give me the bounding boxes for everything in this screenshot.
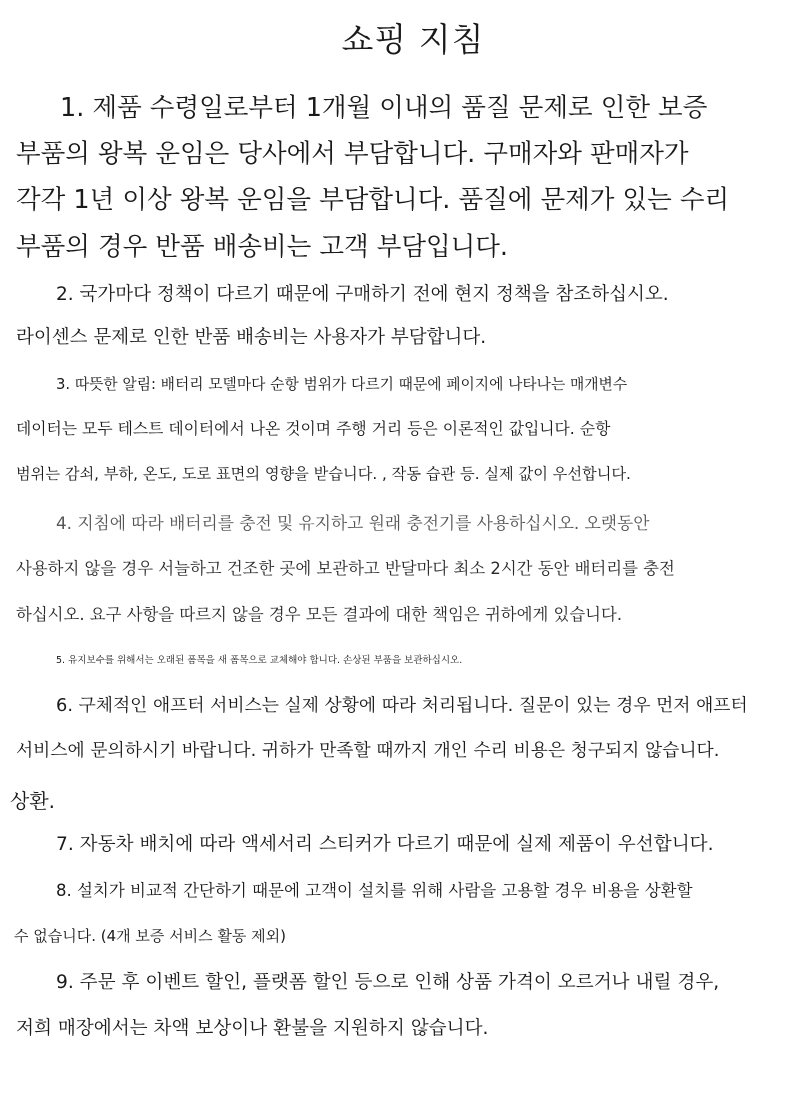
p9-line-2: 저희 매장에서는 차액 보상이나 환불을 지원하지 않습니다. <box>16 1018 489 1039</box>
p3-line-1: 3. 따뜻한 알림: 배터리 모델마다 순항 범위가 다르기 때문에 페이지에 나타나는 매개변수 <box>56 376 628 393</box>
p1-line-2: 부품의 왕복 운임은 당사에서 부담합니다. 구매자와 판매자가 <box>16 139 689 169</box>
p6-line-1: 6. 구체적인 애프터 서비스는 실제 상황에 따라 처리됩니다. 질문이 있는 경우 먼저 애프터 <box>56 695 748 716</box>
p8-line-2: 수 없습니다. (4개 보증 서비스 활동 제외) <box>14 927 286 945</box>
page-title: 쇼핑 지침 <box>341 20 485 59</box>
p3-line-3: 범위는 감쇠, 부하, 온도, 도로 표면의 영향을 받습니다. , 작동 습관 등. 실제 값이 우선합니다. <box>16 465 631 483</box>
p9-line-1: 9. 주문 후 이벤트 할인, 플랫폼 할인 등으로 인해 상품 가격이 오르거나 내릴 경우, <box>56 972 720 993</box>
p7-line-1: 7. 자동차 배치에 따라 액세서리 스티커가 다르기 때문에 실제 제품이 우선합니다. <box>56 834 714 855</box>
p5-line-1: 5. 유지보수를 위해서는 오래된 폼목을 새 폼목으로 교체해야 합니다. 손상된 부품을 보관하십시오. <box>56 655 463 666</box>
p3-line-2: 데이터는 모두 테스트 데이터에서 나온 것이며 주행 거리 등은 이론적인 값입니다. 순항 <box>16 419 611 438</box>
p1-line-4: 부품의 경우 반품 배송비는 고객 부담입니다. <box>16 232 509 262</box>
p6-line-2: 서비스에 문의하시기 바랍니다. 귀하가 만족할 때까지 개인 수리 비용은 청구되지 않습니다. <box>16 740 720 761</box>
p6-line-3: 상환. <box>10 789 55 813</box>
p2-line-1: 2. 국가마다 정책이 다르기 때문에 구매하기 전에 현지 정책을 참조하십시오. <box>56 284 669 305</box>
p1-line-1: 1. 제품 수령일로부터 1개월 이내의 품질 문제로 인한 보증 <box>60 93 708 123</box>
p4-line-1: 4. 지침에 따라 배터리를 충전 및 유지하고 원래 충전기를 사용하십시오. 오랫동안 <box>56 513 650 533</box>
p4-line-3: 하십시오. 요구 사항을 따르지 않을 경우 모든 결과에 대한 책임은 귀하에게 있습니다. <box>16 605 623 624</box>
p8-line-1: 8. 설치가 비교적 간단하기 때문에 고객이 설치를 위해 사람을 고용할 경우 비용을 상환할 <box>56 881 693 900</box>
p2-line-2: 라이센스 문제로 인한 반품 배송비는 사용자가 부담합니다. <box>16 327 487 348</box>
p1-line-3: 각각 1년 이상 왕복 운임을 부담합니다. 품질에 문제가 있는 수리 <box>16 185 730 215</box>
p4-line-2: 사용하지 않을 경우 서늘하고 건조한 곳에 보관하고 반달마다 최소 2시간 동안 배터리를 충전 <box>16 559 675 578</box>
